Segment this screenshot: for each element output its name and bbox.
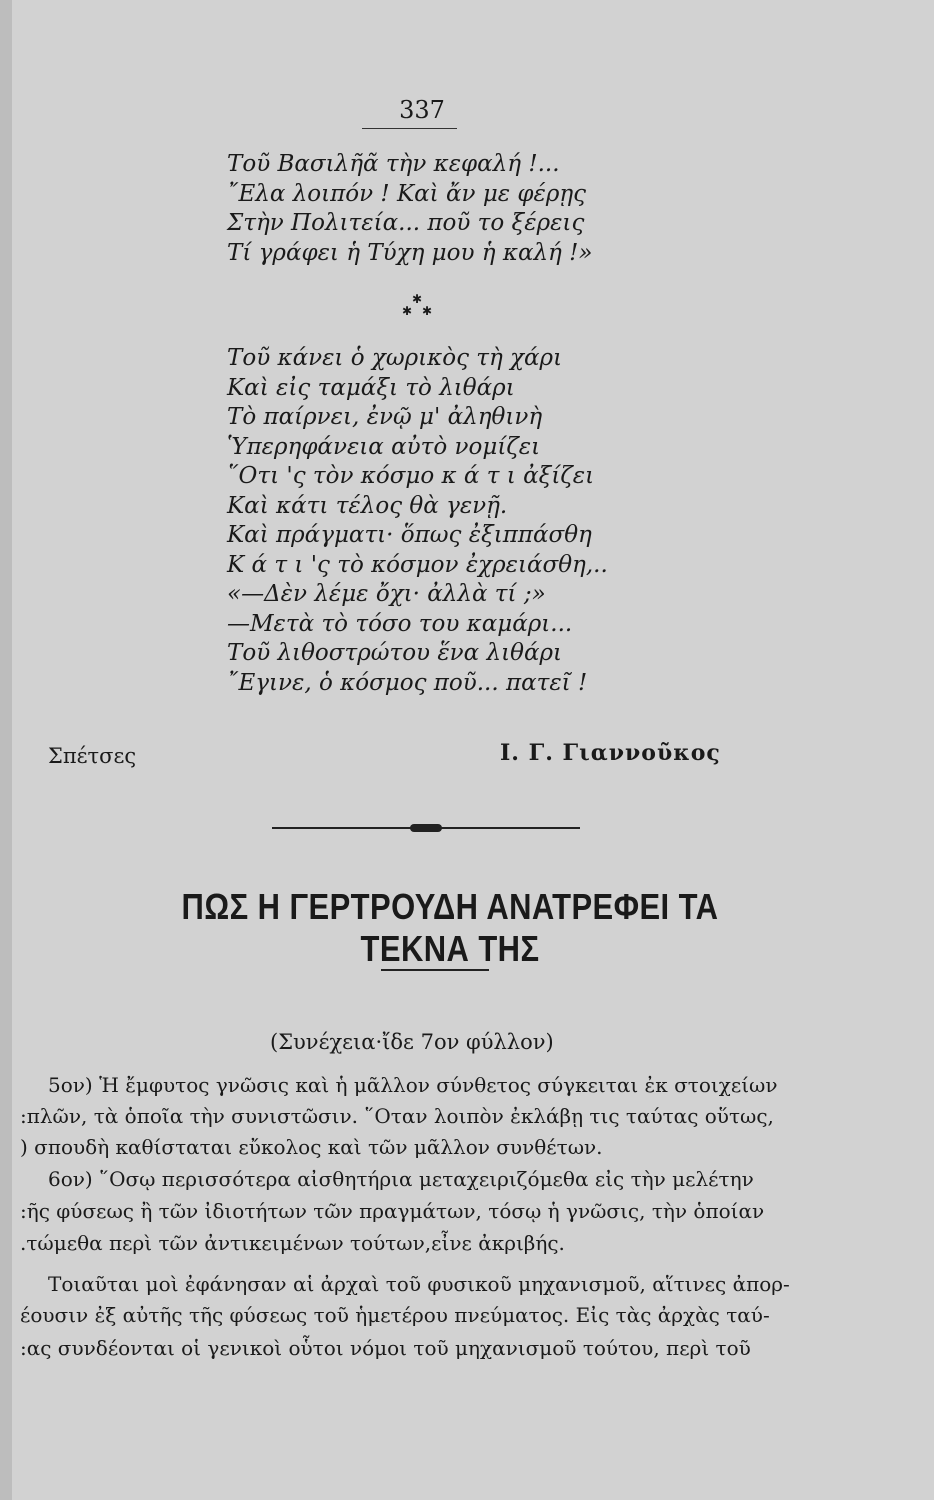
poem-line: ῎Εγινε, ὁ κόσμος ποῦ... πατεῖ ! bbox=[227, 669, 588, 696]
poem-line: Τὸ παίρνει, ἐνῷ μ' ἀληθινὴ bbox=[227, 404, 543, 430]
title-rule bbox=[381, 969, 489, 971]
poem-line: Τοῦ Βασιλῆᾶ τὴν κεφαλή !... bbox=[227, 151, 560, 177]
poem-line: ῞Οτι 'ς τὸν κόσμο κ ά τ ι ἀξίζει bbox=[227, 463, 595, 489]
poem-stanza-1 bbox=[227, 150, 727, 268]
body-line: :πλῶν, τὰ ὁποῖα τὴν συνιστῶσιν. ῞Οταν λοιπὸν ἐκλάβῃ τις ταύτας οὕτως, bbox=[20, 1104, 774, 1128]
poem-line: Ὑπερηφάνεια αὐτὸ νομίζει bbox=[227, 433, 541, 460]
section-divider bbox=[272, 826, 580, 830]
body-line: 5ον) Ἡ ἔμφυτος γνῶσις καὶ ἡ μᾶλλον σύνθετος σύγκειται ἐκ στοιχείων bbox=[48, 1073, 778, 1097]
poem-line: ῎Ελα λοιπόν ! Καὶ ἄν με φέρῃς bbox=[227, 180, 587, 207]
body-line: ) σπουδὴ καθίσταται εὔκολος καὶ τῶν μᾶλλον συνθέτων. bbox=[20, 1135, 603, 1159]
poem-line: Κ ά τ ι 'ς τὸ κόσμον ἐχρειάσθη,.. bbox=[227, 551, 608, 578]
poem-line: Τί γράφει ἡ Τύχη μου ἡ καλή !» bbox=[227, 239, 593, 266]
poem-line: —Μετὰ τὸ τόσο του καμάρι... bbox=[227, 610, 573, 637]
poem-line: Καὶ πράγματι· ὅπως ἐξιππάσθη bbox=[227, 522, 592, 548]
body-line: Τοιαῦται μοὶ ἐφάνησαν αἱ ἀρχαὶ τοῦ φυσικοῦ μηχανισμοῦ, αἵτινες ἀπορ- bbox=[48, 1272, 790, 1296]
poem-line: Καὶ εἰς ταμάξι τὸ λιθάρι bbox=[227, 374, 515, 401]
poem-line: Καὶ κάτι τέλος θὰ γενῇ. bbox=[227, 492, 508, 519]
body-line: :ῆς φύσεως ἢ τῶν ἰδιοτήτων τῶν πραγμάτων, τόσῳ ἡ γνῶσις, τὴν ὁποίαν bbox=[20, 1199, 765, 1223]
poem-line: Στὴν Πολιτεία... ποῦ το ξέρεις bbox=[227, 210, 585, 236]
asterism-ornament: ✱ ✱ ✱ bbox=[402, 292, 433, 318]
signature-place: Σπέτσες bbox=[48, 744, 137, 768]
body-line: .τώμεθα περὶ τῶν ἀντικειμένων τούτων,εἶνε ἀκριβής. bbox=[20, 1231, 565, 1255]
poem-line: Τοῦ κάνει ὁ χωρικὸς τὴ χάρι bbox=[227, 345, 563, 371]
body-line: 6ον) ῞Οσῳ περισσότερα αἰσθητήρια μεταχειριζόμεθα εἰς τὴν μελέτην bbox=[48, 1167, 754, 1191]
poem-line: Τοῦ λιθοστρώτου ἕνα λιθάρι bbox=[227, 640, 563, 666]
poem-line: «—Δὲν λέμε ὄχι· ἀλλὰ τί ;» bbox=[227, 581, 546, 607]
page-number-rule bbox=[362, 128, 457, 129]
signature-author: Ι. Γ. Γιαννοῦκος bbox=[500, 740, 721, 766]
article-title: ΠΩΣ Η ΓΕΡΤΡΟΥΔΗ ΑΝΑΤΡΕΦΕΙ ΤΑ ΤΕΚΝΑ ΤΗΣ bbox=[181, 886, 719, 969]
page-number: 337 bbox=[399, 96, 445, 124]
body-line: :ας συνδέονται οἱ γενικοὶ οὗτοι νόμοι τοῦ μηχανισμοῦ τούτου, περὶ τοῦ bbox=[20, 1336, 751, 1360]
body-line: έουσιν ἐξ αὐτῆς τῆς φύσεως τοῦ ἡμετέρου πνεύματος. Εἰς τὰς ἀρχὰς ταύ- bbox=[20, 1303, 770, 1327]
poem-stanza-2 bbox=[227, 344, 727, 698]
continuation-note: (Συνέχεια·ἴδε 7ον φύλλον) bbox=[270, 1030, 554, 1054]
page-gutter bbox=[0, 0, 12, 1500]
divider-ornament-knot bbox=[410, 824, 442, 832]
